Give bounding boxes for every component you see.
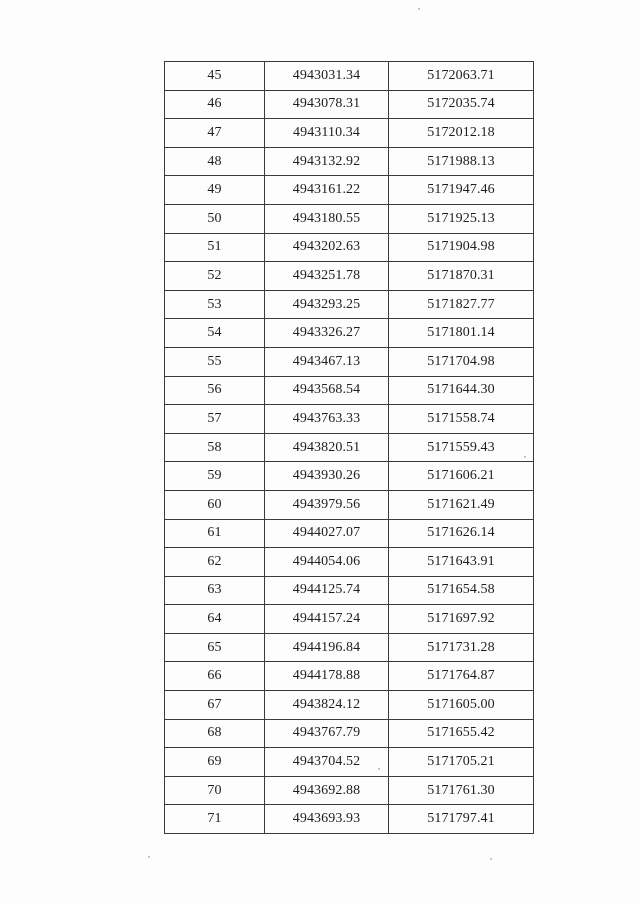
- table-row: [165, 119, 534, 148]
- x-coordinate-cell: 4944196.84: [265, 633, 389, 662]
- table-row: [165, 290, 534, 319]
- x-coordinate-cell: 4943693.93: [265, 805, 389, 834]
- table-row: [165, 262, 534, 291]
- x-coordinate-cell: 4943568.54: [265, 376, 389, 405]
- point-number-cell: 59: [165, 462, 265, 491]
- scan-speck: [148, 856, 150, 858]
- table-row: [165, 347, 534, 376]
- point-number-cell: 55: [165, 347, 265, 376]
- y-coordinate-cell: 5171626.14: [389, 519, 534, 548]
- table-row: [165, 319, 534, 348]
- point-number-cell: 63: [165, 576, 265, 605]
- point-number-cell: 53: [165, 290, 265, 319]
- point-number-cell: 71: [165, 805, 265, 834]
- y-coordinate-cell: 5171761.30: [389, 776, 534, 805]
- scan-speck: [378, 768, 380, 770]
- point-number-cell: 45: [165, 62, 265, 91]
- point-number-cell: 64: [165, 605, 265, 634]
- x-coordinate-cell: 4943110.34: [265, 119, 389, 148]
- y-coordinate-cell: 5171764.87: [389, 662, 534, 691]
- y-coordinate-cell: 5171870.31: [389, 262, 534, 291]
- y-coordinate-cell: 5171621.49: [389, 490, 534, 519]
- x-coordinate-cell: 4943763.33: [265, 405, 389, 434]
- y-coordinate-cell: 5171988.13: [389, 147, 534, 176]
- x-coordinate-cell: 4943704.52: [265, 748, 389, 777]
- scan-speck: [418, 8, 420, 10]
- point-number-cell: 54: [165, 319, 265, 348]
- y-coordinate-cell: 5171606.21: [389, 462, 534, 491]
- point-number-cell: 49: [165, 176, 265, 205]
- point-number-cell: 61: [165, 519, 265, 548]
- point-number-cell: 56: [165, 376, 265, 405]
- x-coordinate-cell: 4944027.07: [265, 519, 389, 548]
- table-row: [165, 490, 534, 519]
- y-coordinate-cell: 5172063.71: [389, 62, 534, 91]
- y-coordinate-cell: 5171925.13: [389, 204, 534, 233]
- table-row: [165, 462, 534, 491]
- y-coordinate-cell: 5172012.18: [389, 119, 534, 148]
- x-coordinate-cell: 4943824.12: [265, 691, 389, 720]
- x-coordinate-cell: 4943293.25: [265, 290, 389, 319]
- y-coordinate-cell: 5171827.77: [389, 290, 534, 319]
- table-row: [165, 204, 534, 233]
- y-coordinate-cell: 5171559.43: [389, 433, 534, 462]
- table-row: [165, 633, 534, 662]
- table-row: [165, 519, 534, 548]
- x-coordinate-cell: 4943820.51: [265, 433, 389, 462]
- y-coordinate-cell: 5171654.58: [389, 576, 534, 605]
- y-coordinate-cell: 5171904.98: [389, 233, 534, 262]
- x-coordinate-cell: 4943467.13: [265, 347, 389, 376]
- y-coordinate-cell: 5171697.92: [389, 605, 534, 634]
- x-coordinate-cell: 4943078.31: [265, 90, 389, 119]
- x-coordinate-cell: 4943132.92: [265, 147, 389, 176]
- x-coordinate-cell: 4944054.06: [265, 548, 389, 577]
- x-coordinate-cell: 4943161.22: [265, 176, 389, 205]
- point-number-cell: 48: [165, 147, 265, 176]
- point-number-cell: 68: [165, 719, 265, 748]
- x-coordinate-cell: 4943202.63: [265, 233, 389, 262]
- x-coordinate-cell: 4943930.26: [265, 462, 389, 491]
- point-number-cell: 50: [165, 204, 265, 233]
- table-row: [165, 376, 534, 405]
- table-row: [165, 548, 534, 577]
- point-number-cell: 65: [165, 633, 265, 662]
- table-row: [165, 233, 534, 262]
- table-row: [165, 605, 534, 634]
- x-coordinate-cell: 4943180.55: [265, 204, 389, 233]
- scan-speck: [524, 456, 526, 458]
- y-coordinate-cell: 5171704.98: [389, 347, 534, 376]
- x-coordinate-cell: 4943031.34: [265, 62, 389, 91]
- y-coordinate-cell: 5171731.28: [389, 633, 534, 662]
- x-coordinate-cell: 4943692.88: [265, 776, 389, 805]
- point-number-cell: 60: [165, 490, 265, 519]
- table-row: [165, 576, 534, 605]
- table-row: [165, 405, 534, 434]
- table-row: [165, 719, 534, 748]
- table-row: [165, 691, 534, 720]
- x-coordinate-cell: 4943979.56: [265, 490, 389, 519]
- point-number-cell: 62: [165, 548, 265, 577]
- point-number-cell: 47: [165, 119, 265, 148]
- y-coordinate-cell: 5171947.46: [389, 176, 534, 205]
- x-coordinate-cell: 4944178.88: [265, 662, 389, 691]
- y-coordinate-cell: 5171643.91: [389, 548, 534, 577]
- point-number-cell: 52: [165, 262, 265, 291]
- table-row: [165, 62, 534, 91]
- x-coordinate-cell: 4944125.74: [265, 576, 389, 605]
- point-number-cell: 66: [165, 662, 265, 691]
- table-row: [165, 748, 534, 777]
- coordinate-table: [164, 61, 534, 834]
- point-number-cell: 46: [165, 90, 265, 119]
- x-coordinate-cell: 4944157.24: [265, 605, 389, 634]
- table-row: [165, 433, 534, 462]
- y-coordinate-cell: 5171605.00: [389, 691, 534, 720]
- point-number-cell: 57: [165, 405, 265, 434]
- point-number-cell: 70: [165, 776, 265, 805]
- table-row: [165, 147, 534, 176]
- point-number-cell: 67: [165, 691, 265, 720]
- table-row: [165, 662, 534, 691]
- y-coordinate-cell: 5171644.30: [389, 376, 534, 405]
- y-coordinate-cell: 5171655.42: [389, 719, 534, 748]
- point-number-cell: 69: [165, 748, 265, 777]
- table-row: [165, 805, 534, 834]
- table-row: [165, 176, 534, 205]
- table-row: [165, 90, 534, 119]
- y-coordinate-cell: 5171558.74: [389, 405, 534, 434]
- point-number-cell: 58: [165, 433, 265, 462]
- y-coordinate-cell: 5171705.21: [389, 748, 534, 777]
- x-coordinate-cell: 4943767.79: [265, 719, 389, 748]
- y-coordinate-cell: 5172035.74: [389, 90, 534, 119]
- table-row: [165, 776, 534, 805]
- x-coordinate-cell: 4943326.27: [265, 319, 389, 348]
- y-coordinate-cell: 5171801.14: [389, 319, 534, 348]
- coordinate-table-body: [165, 62, 534, 834]
- point-number-cell: 51: [165, 233, 265, 262]
- x-coordinate-cell: 4943251.78: [265, 262, 389, 291]
- y-coordinate-cell: 5171797.41: [389, 805, 534, 834]
- scan-speck: [490, 858, 492, 860]
